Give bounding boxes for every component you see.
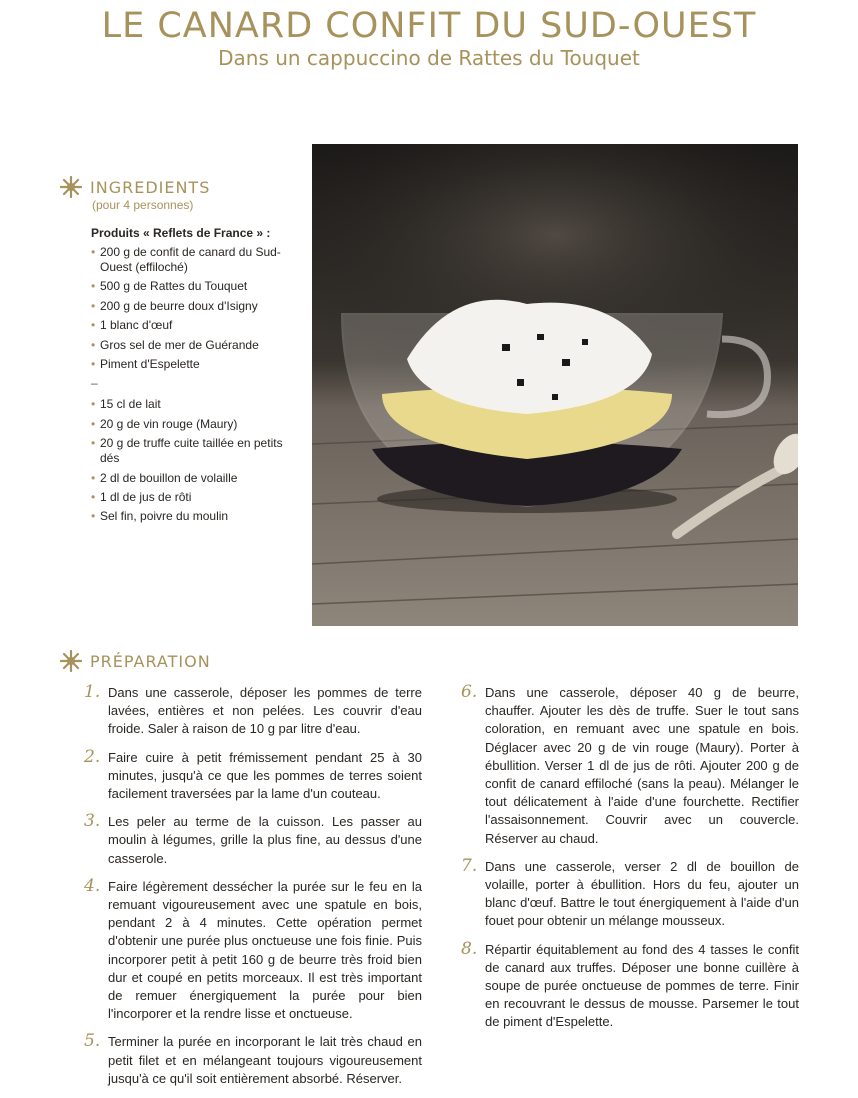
step-number: 5. — [84, 1031, 101, 1052]
step-text: Faire cuire à petit frémissement pendant 25 à 30 minutes, jusqu'à ce que les pommes de terres soient facilement traversées par la lame d'un couteau. — [108, 749, 422, 802]
prep-step — [461, 682, 799, 848]
step-text: Terminer la purée en incorporant le lait très chaud en petit filet et en mélangeant toujours vigoureusement jusqu'à ce qu'il soit entièrement absorbé. Réserver. — [108, 1034, 422, 1086]
prep-step — [84, 746, 422, 804]
prep-step — [84, 682, 422, 739]
step-text: Les peler au terme de la cuisson. Les passer au moulin à légumes, grille la plus fine, au dessus d'une casserole. — [108, 814, 422, 866]
ingredient-item: • 20 g de vin rouge (Maury) — [91, 417, 291, 432]
ingredient-item: • Piment d'Espelette — [91, 357, 291, 372]
preparation-heading — [60, 650, 211, 672]
step-number: 1. — [84, 682, 101, 702]
prep-step — [461, 938, 799, 1032]
step-number: 3. — [84, 811, 101, 832]
ingredient-separator: – — [91, 376, 98, 391]
ingredient-item: • 2 dl de bouillon de volaille — [91, 471, 291, 486]
ingredient-item: • 200 g de confit de canard du Sud-Ouest (effiloché) — [91, 245, 291, 275]
step-number: 8. — [461, 938, 478, 959]
ingredient-item: • 20 g de truffe cuite taillée en petits dés — [91, 436, 291, 466]
preparation-column-right — [461, 682, 799, 1042]
step-text: Dans une casserole, déposer les pommes de terre lavées, entières et non pelées. Les couvrir d'eau froide. Saler à raison de 10 g par litre d'eau. — [108, 685, 422, 737]
preparation-column-left — [84, 682, 422, 1098]
step-number: 7. — [461, 855, 478, 876]
products-label: Produits « Reflets de France » : — [91, 226, 271, 240]
star-icon — [60, 176, 82, 198]
ingredients-title: INGREDIENTS — [90, 177, 211, 197]
ingredient-item: • 1 dl de jus de rôti — [91, 490, 291, 505]
step-number: 2. — [84, 746, 101, 767]
step-text: Dans une casserole, déposer 40 g de beurre, chauffer. Ajouter les dès de truffe. Suer le tout sans coloration, en remuant avec une spatule en bois. Déglacer avec 20 g de vin rouge (Maury). Porter à ébullition. Verser 1 dl de jus de rôti. Ajouter 200 g de confit de canard effiloché (sans la peau). Mélanger le tout délicatement à l'aide d'une fourchette. Rectifier l'assaisonnement. Couvrir avec un couvercle. Réserver au chaud. — [485, 685, 799, 846]
ingredient-item: • 500 g de Rattes du Touquet — [91, 279, 291, 294]
step-text: Répartir équitablement au fond des 4 tasses le confit de canard aux truffes. Déposer une bonne cuillère à soupe de purée onctueuse de pommes de terre. Finir en recouvrant le dessus de mousse. Parsemer le tout de piment d'Espelette. — [485, 941, 799, 1030]
ingredient-item: • 15 cl de lait — [91, 397, 291, 412]
step-text: Dans une casserole, verser 2 dl de bouillon de volaille, porter à ébullition. Hors du feu, ajouter un blanc d'œuf. Battre le tout énergiquement à l'aide d'un fouet pour obtenir un mélange mousseux. — [485, 858, 799, 929]
step-text: Faire légèrement dessécher la purée sur le feu en la remuant vigoureusement avec une spatule en bois, pendant 2 à 4 minutes. Cette opération permet d'obtenir une purée plus onctueuse une fois finie. Puis incorporer petit à petit 160 g de beurre très froid bien dur et coupé en petits morceaux. Il est très important de remuer énergiquement la purée pour bien l'incorporer et la rendre lisse et onctueuse. — [108, 878, 422, 1022]
star-icon — [60, 650, 82, 672]
servings-note: (pour 4 personnes) — [92, 198, 194, 212]
ingredients-list — [91, 226, 291, 529]
dish-photo — [312, 144, 798, 626]
ingredients-heading — [60, 176, 210, 198]
page-subtitle: Dans un cappuccino de Rattes du Touquet — [218, 46, 640, 70]
page-title: LE CANARD CONFIT DU SUD-OUEST — [101, 6, 757, 46]
ingredient-item: • Gros sel de mer de Guérande — [91, 338, 291, 353]
step-number: 6. — [461, 682, 478, 702]
ingredient-item: • 1 blanc d'œuf — [91, 318, 291, 333]
preparation-title: PRÉPARATION — [90, 651, 211, 671]
prep-step — [461, 855, 799, 931]
ingredient-item: • 200 g de beurre doux d'Isigny — [91, 299, 291, 314]
step-number: 4. — [84, 875, 101, 896]
prep-step — [84, 1031, 422, 1088]
prep-step — [84, 811, 422, 868]
ingredient-item: • Sel fin, poivre du moulin — [91, 509, 291, 524]
prep-step — [84, 875, 422, 1024]
